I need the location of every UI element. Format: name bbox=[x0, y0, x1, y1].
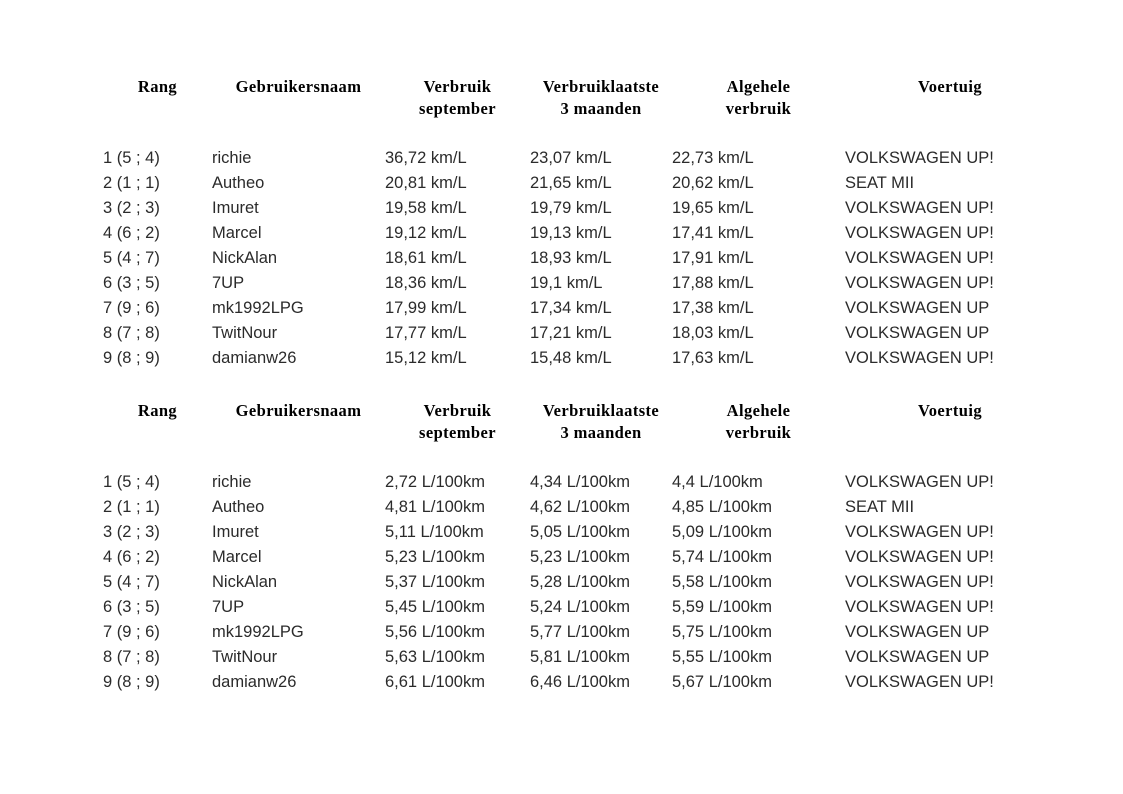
table-header-row bbox=[103, 400, 1055, 444]
cell-voertuig: VOLKSWAGEN UP! bbox=[845, 274, 994, 292]
column-header-gebruikersnaam bbox=[212, 400, 385, 444]
column-header-verbruik-laatste-3-maanden bbox=[530, 400, 672, 444]
cell-verbruik-laatste-3-maanden: 19,13 km/L bbox=[530, 224, 612, 242]
cell-verbruik-september: 5,63 L/100km bbox=[385, 648, 485, 666]
column-header-line1: Verbruik bbox=[423, 77, 492, 96]
table-body bbox=[103, 146, 1055, 371]
table-row bbox=[103, 271, 1055, 296]
cell-gebruikersnaam: richie bbox=[212, 473, 252, 491]
column-header-verbruik-laatste-3-maanden bbox=[530, 76, 672, 120]
cell-verbruik-laatste-3-maanden: 4,62 L/100km bbox=[530, 498, 630, 516]
cell-verbruik-september: 5,11 L/100km bbox=[385, 523, 484, 541]
column-header-line1: Gebruikersnaam bbox=[235, 77, 362, 96]
cell-gebruikersnaam: 7UP bbox=[212, 274, 245, 292]
column-header-line1: Voertuig bbox=[917, 77, 982, 96]
cell-gebruikersnaam: NickAlan bbox=[212, 573, 278, 591]
cell-voertuig: VOLKSWAGEN UP! bbox=[845, 249, 994, 267]
cell-verbruik-september: 19,12 km/L bbox=[385, 224, 467, 242]
table-row bbox=[103, 296, 1055, 321]
cell-voertuig: VOLKSWAGEN UP! bbox=[845, 349, 994, 367]
column-header-line1: Verbruiklaatste bbox=[542, 401, 660, 420]
cell-voertuig: SEAT MII bbox=[845, 498, 915, 516]
cell-verbruik-laatste-3-maanden: 19,79 km/L bbox=[530, 199, 612, 217]
cell-verbruik-september: 4,81 L/100km bbox=[385, 498, 485, 516]
table-row bbox=[103, 221, 1055, 246]
cell-rang: 4 (6 ; 2) bbox=[103, 224, 160, 242]
table-row bbox=[103, 545, 1055, 570]
cell-verbruik-september: 5,56 L/100km bbox=[385, 623, 485, 641]
cell-voertuig: VOLKSWAGEN UP! bbox=[845, 523, 994, 541]
cell-voertuig: VOLKSWAGEN UP! bbox=[845, 473, 994, 491]
cell-rang: 6 (3 ; 5) bbox=[103, 274, 160, 292]
cell-algehele-verbruik: 17,91 km/L bbox=[672, 249, 754, 267]
cell-rang: 8 (7 ; 8) bbox=[103, 324, 160, 342]
cell-verbruik-laatste-3-maanden: 5,77 L/100km bbox=[530, 623, 630, 641]
table-row bbox=[103, 321, 1055, 346]
cell-algehele-verbruik: 17,88 km/L bbox=[672, 274, 754, 292]
cell-voertuig: VOLKSWAGEN UP bbox=[845, 324, 990, 342]
cell-voertuig: VOLKSWAGEN UP! bbox=[845, 673, 994, 691]
column-header-line1: Voertuig bbox=[917, 401, 982, 420]
cell-algehele-verbruik: 17,63 km/L bbox=[672, 349, 754, 367]
cell-rang: 8 (7 ; 8) bbox=[103, 648, 160, 666]
cell-voertuig: VOLKSWAGEN UP bbox=[845, 299, 990, 317]
cell-algehele-verbruik: 22,73 km/L bbox=[672, 149, 754, 167]
cell-verbruik-september: 18,61 km/L bbox=[385, 249, 467, 267]
cell-gebruikersnaam: TwitNour bbox=[212, 324, 278, 342]
column-header-rang bbox=[103, 400, 212, 444]
column-header-verbruik-september bbox=[385, 76, 530, 120]
column-header-rang bbox=[103, 76, 212, 120]
cell-algehele-verbruik: 18,03 km/L bbox=[672, 324, 754, 342]
cell-gebruikersnaam: richie bbox=[212, 149, 252, 167]
cell-voertuig: VOLKSWAGEN UP! bbox=[845, 199, 994, 217]
cell-voertuig: VOLKSWAGEN UP! bbox=[845, 548, 994, 566]
table-row bbox=[103, 520, 1055, 545]
cell-voertuig: SEAT MII bbox=[845, 174, 915, 192]
cell-verbruik-laatste-3-maanden: 23,07 km/L bbox=[530, 149, 612, 167]
cell-gebruikersnaam: Imuret bbox=[212, 199, 259, 217]
column-header-line1: Verbruiklaatste bbox=[542, 77, 660, 96]
cell-verbruik-laatste-3-maanden: 6,46 L/100km bbox=[530, 673, 630, 691]
cell-algehele-verbruik: 5,58 L/100km bbox=[672, 573, 772, 591]
table-body bbox=[103, 470, 1055, 695]
cell-verbruik-laatste-3-maanden: 5,24 L/100km bbox=[530, 598, 630, 616]
cell-verbruik-laatste-3-maanden: 4,34 L/100km bbox=[530, 473, 630, 491]
cell-rang: 2 (1 ; 1) bbox=[103, 174, 160, 192]
cell-verbruik-september: 2,72 L/100km bbox=[385, 473, 485, 491]
cell-verbruik-laatste-3-maanden: 5,23 L/100km bbox=[530, 548, 630, 566]
cell-verbruik-laatste-3-maanden: 5,28 L/100km bbox=[530, 573, 630, 591]
table-row bbox=[103, 645, 1055, 670]
table-row bbox=[103, 246, 1055, 271]
cell-algehele-verbruik: 5,74 L/100km bbox=[672, 548, 772, 566]
cell-gebruikersnaam: TwitNour bbox=[212, 648, 278, 666]
column-header-voertuig bbox=[845, 76, 1055, 120]
column-header-verbruik-september bbox=[385, 400, 530, 444]
cell-rang: 9 (8 ; 9) bbox=[103, 673, 160, 691]
cell-gebruikersnaam: Autheo bbox=[212, 174, 265, 192]
cell-gebruikersnaam: NickAlan bbox=[212, 249, 278, 267]
cell-voertuig: VOLKSWAGEN UP bbox=[845, 623, 990, 641]
column-header-line1: Algehele bbox=[726, 77, 791, 96]
cell-verbruik-september: 18,36 km/L bbox=[385, 274, 467, 292]
cell-algehele-verbruik: 5,67 L/100km bbox=[672, 673, 772, 691]
column-header-line2: verbruik bbox=[725, 423, 792, 442]
cell-verbruik-september: 6,61 L/100km bbox=[385, 673, 485, 691]
cell-gebruikersnaam: mk1992LPG bbox=[212, 623, 304, 641]
column-header-line2: 3 maanden bbox=[560, 99, 642, 118]
cell-verbruik-laatste-3-maanden: 17,34 km/L bbox=[530, 299, 612, 317]
cell-verbruik-september: 5,23 L/100km bbox=[385, 548, 485, 566]
cell-verbruik-september: 17,99 km/L bbox=[385, 299, 467, 317]
cell-verbruik-laatste-3-maanden: 5,81 L/100km bbox=[530, 648, 630, 666]
cell-algehele-verbruik: 5,55 L/100km bbox=[672, 648, 772, 666]
cell-verbruik-laatste-3-maanden: 15,48 km/L bbox=[530, 349, 612, 367]
cell-rang: 4 (6 ; 2) bbox=[103, 548, 160, 566]
cell-verbruik-laatste-3-maanden: 21,65 km/L bbox=[530, 174, 612, 192]
cell-algehele-verbruik: 17,38 km/L bbox=[672, 299, 754, 317]
cell-verbruik-laatste-3-maanden: 5,05 L/100km bbox=[530, 523, 630, 541]
column-header-line2: verbruik bbox=[725, 99, 792, 118]
column-header-algehele-verbruik bbox=[672, 400, 845, 444]
column-header-line1: Algehele bbox=[726, 401, 791, 420]
cell-verbruik-september: 20,81 km/L bbox=[385, 174, 467, 192]
cell-rang: 1 (5 ; 4) bbox=[103, 149, 160, 167]
table-row bbox=[103, 670, 1055, 695]
table-row bbox=[103, 495, 1055, 520]
cell-rang: 7 (9 ; 6) bbox=[103, 299, 160, 317]
table-row bbox=[103, 146, 1055, 171]
cell-verbruik-september: 19,58 km/L bbox=[385, 199, 467, 217]
cell-voertuig: VOLKSWAGEN UP bbox=[845, 648, 990, 666]
cell-algehele-verbruik: 20,62 km/L bbox=[672, 174, 754, 192]
table-row bbox=[103, 595, 1055, 620]
cell-algehele-verbruik: 4,85 L/100km bbox=[672, 498, 772, 516]
cell-gebruikersnaam: mk1992LPG bbox=[212, 299, 304, 317]
cell-rang: 6 (3 ; 5) bbox=[103, 598, 160, 616]
table-row bbox=[103, 171, 1055, 196]
cell-algehele-verbruik: 4,4 L/100km bbox=[672, 473, 763, 491]
cell-voertuig: VOLKSWAGEN UP! bbox=[845, 149, 994, 167]
column-header-algehele-verbruik bbox=[672, 76, 845, 120]
ranking-table-km-per-liter bbox=[103, 76, 1055, 371]
column-header-line2: september bbox=[419, 423, 496, 442]
cell-rang: 2 (1 ; 1) bbox=[103, 498, 160, 516]
cell-verbruik-laatste-3-maanden: 18,93 km/L bbox=[530, 249, 612, 267]
column-header-line1: Verbruik bbox=[423, 401, 492, 420]
cell-gebruikersnaam: Imuret bbox=[212, 523, 259, 541]
table-row bbox=[103, 570, 1055, 595]
cell-verbruik-laatste-3-maanden: 19,1 km/L bbox=[530, 274, 603, 292]
cell-gebruikersnaam: 7UP bbox=[212, 598, 245, 616]
table-row bbox=[103, 470, 1055, 495]
cell-algehele-verbruik: 5,09 L/100km bbox=[672, 523, 772, 541]
cell-verbruik-laatste-3-maanden: 17,21 km/L bbox=[530, 324, 612, 342]
cell-algehele-verbruik: 5,59 L/100km bbox=[672, 598, 772, 616]
cell-algehele-verbruik: 5,75 L/100km bbox=[672, 623, 772, 641]
cell-gebruikersnaam: Autheo bbox=[212, 498, 265, 516]
cell-gebruikersnaam: Marcel bbox=[212, 224, 262, 242]
cell-rang: 3 (2 ; 3) bbox=[103, 523, 160, 541]
column-header-voertuig bbox=[845, 400, 1055, 444]
column-header-line2: september bbox=[419, 99, 496, 118]
cell-verbruik-september: 5,45 L/100km bbox=[385, 598, 485, 616]
table-row bbox=[103, 196, 1055, 221]
cell-verbruik-september: 17,77 km/L bbox=[385, 324, 467, 342]
table-row bbox=[103, 620, 1055, 645]
cell-voertuig: VOLKSWAGEN UP! bbox=[845, 224, 994, 242]
cell-verbruik-september: 5,37 L/100km bbox=[385, 573, 485, 591]
column-header-line1: Rang bbox=[137, 401, 178, 420]
cell-algehele-verbruik: 17,41 km/L bbox=[672, 224, 754, 242]
ranking-table-liter-per-100km bbox=[103, 400, 1055, 695]
cell-rang: 1 (5 ; 4) bbox=[103, 473, 160, 491]
cell-voertuig: VOLKSWAGEN UP! bbox=[845, 598, 994, 616]
cell-gebruikersnaam: Marcel bbox=[212, 548, 262, 566]
cell-verbruik-september: 15,12 km/L bbox=[385, 349, 467, 367]
column-header-line2: 3 maanden bbox=[560, 423, 642, 442]
cell-gebruikersnaam: damianw26 bbox=[212, 349, 297, 367]
cell-rang: 3 (2 ; 3) bbox=[103, 199, 160, 217]
column-header-gebruikersnaam bbox=[212, 76, 385, 120]
cell-algehele-verbruik: 19,65 km/L bbox=[672, 199, 754, 217]
cell-gebruikersnaam: damianw26 bbox=[212, 673, 297, 691]
table-header-row bbox=[103, 76, 1055, 120]
cell-voertuig: VOLKSWAGEN UP! bbox=[845, 573, 994, 591]
column-header-line1: Gebruikersnaam bbox=[235, 401, 362, 420]
cell-rang: 9 (8 ; 9) bbox=[103, 349, 160, 367]
cell-rang: 7 (9 ; 6) bbox=[103, 623, 160, 641]
cell-verbruik-september: 36,72 km/L bbox=[385, 149, 467, 167]
cell-rang: 5 (4 ; 7) bbox=[103, 573, 160, 591]
table-row bbox=[103, 346, 1055, 371]
column-header-line1: Rang bbox=[137, 77, 178, 96]
cell-rang: 5 (4 ; 7) bbox=[103, 249, 160, 267]
